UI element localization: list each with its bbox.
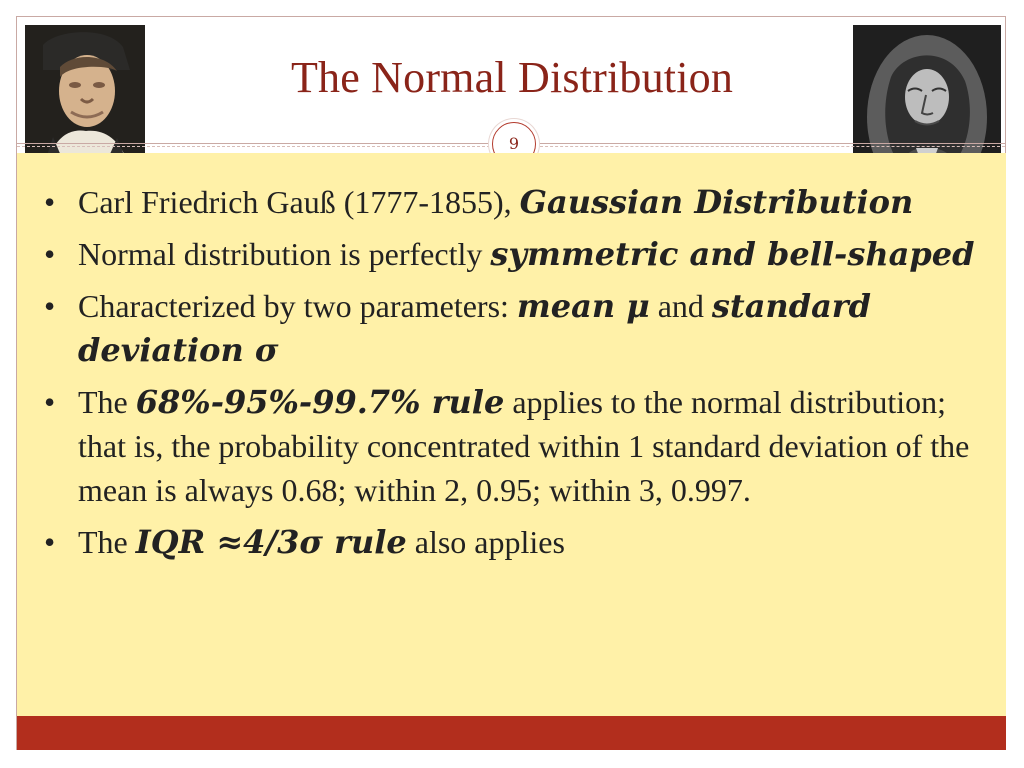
bullet-symmetry bbox=[44, 232, 994, 276]
bullet-suffix: also applies bbox=[414, 524, 565, 560]
bullet-iqr-rule bbox=[44, 520, 994, 564]
bullet-emphasis: 68%-95%-99.7% rule bbox=[135, 383, 505, 421]
title-rule-left bbox=[17, 143, 495, 144]
bullet-emphasis: symmetric and bell-shaped bbox=[490, 235, 975, 273]
bullet-text: The bbox=[78, 524, 136, 560]
bullet-text: The bbox=[78, 384, 136, 420]
bullet-parameters bbox=[44, 284, 994, 372]
bullet-middle-text: and bbox=[657, 288, 712, 324]
bullet-emphasis-2: standard deviation σ bbox=[78, 287, 872, 369]
footer-bar bbox=[17, 716, 1006, 750]
bullet-gauss bbox=[44, 180, 994, 224]
title-rule-right bbox=[535, 143, 1005, 144]
slide-title: The Normal Distribution bbox=[290, 53, 734, 102]
title-rule-left-dashed bbox=[17, 146, 495, 147]
bullet-text: Carl Friedrich Gauß (1777-1855), bbox=[78, 184, 520, 220]
bullet-emphasis: mean μ bbox=[516, 287, 650, 325]
bullet-list bbox=[44, 180, 994, 572]
bullet-emphasis: IQR ≈4/3σ rule bbox=[135, 523, 407, 561]
title-rule-right-dashed bbox=[535, 146, 1005, 147]
bullet-text: Characterized by two parameters: bbox=[78, 288, 517, 324]
bullet-suffix: applies to the normal distribution; that is, the probability concentrated within 1 standard deviation of the mean is always 0.68; within 2, 0.95; within 3, 0.997. bbox=[78, 384, 970, 508]
bullet-empirical-rule bbox=[44, 380, 994, 512]
bullet-emphasis: Gaussian Distribution bbox=[519, 183, 914, 221]
bullet-text: Normal distribution is perfectly bbox=[78, 236, 491, 272]
page-number: 9 bbox=[508, 134, 520, 153]
